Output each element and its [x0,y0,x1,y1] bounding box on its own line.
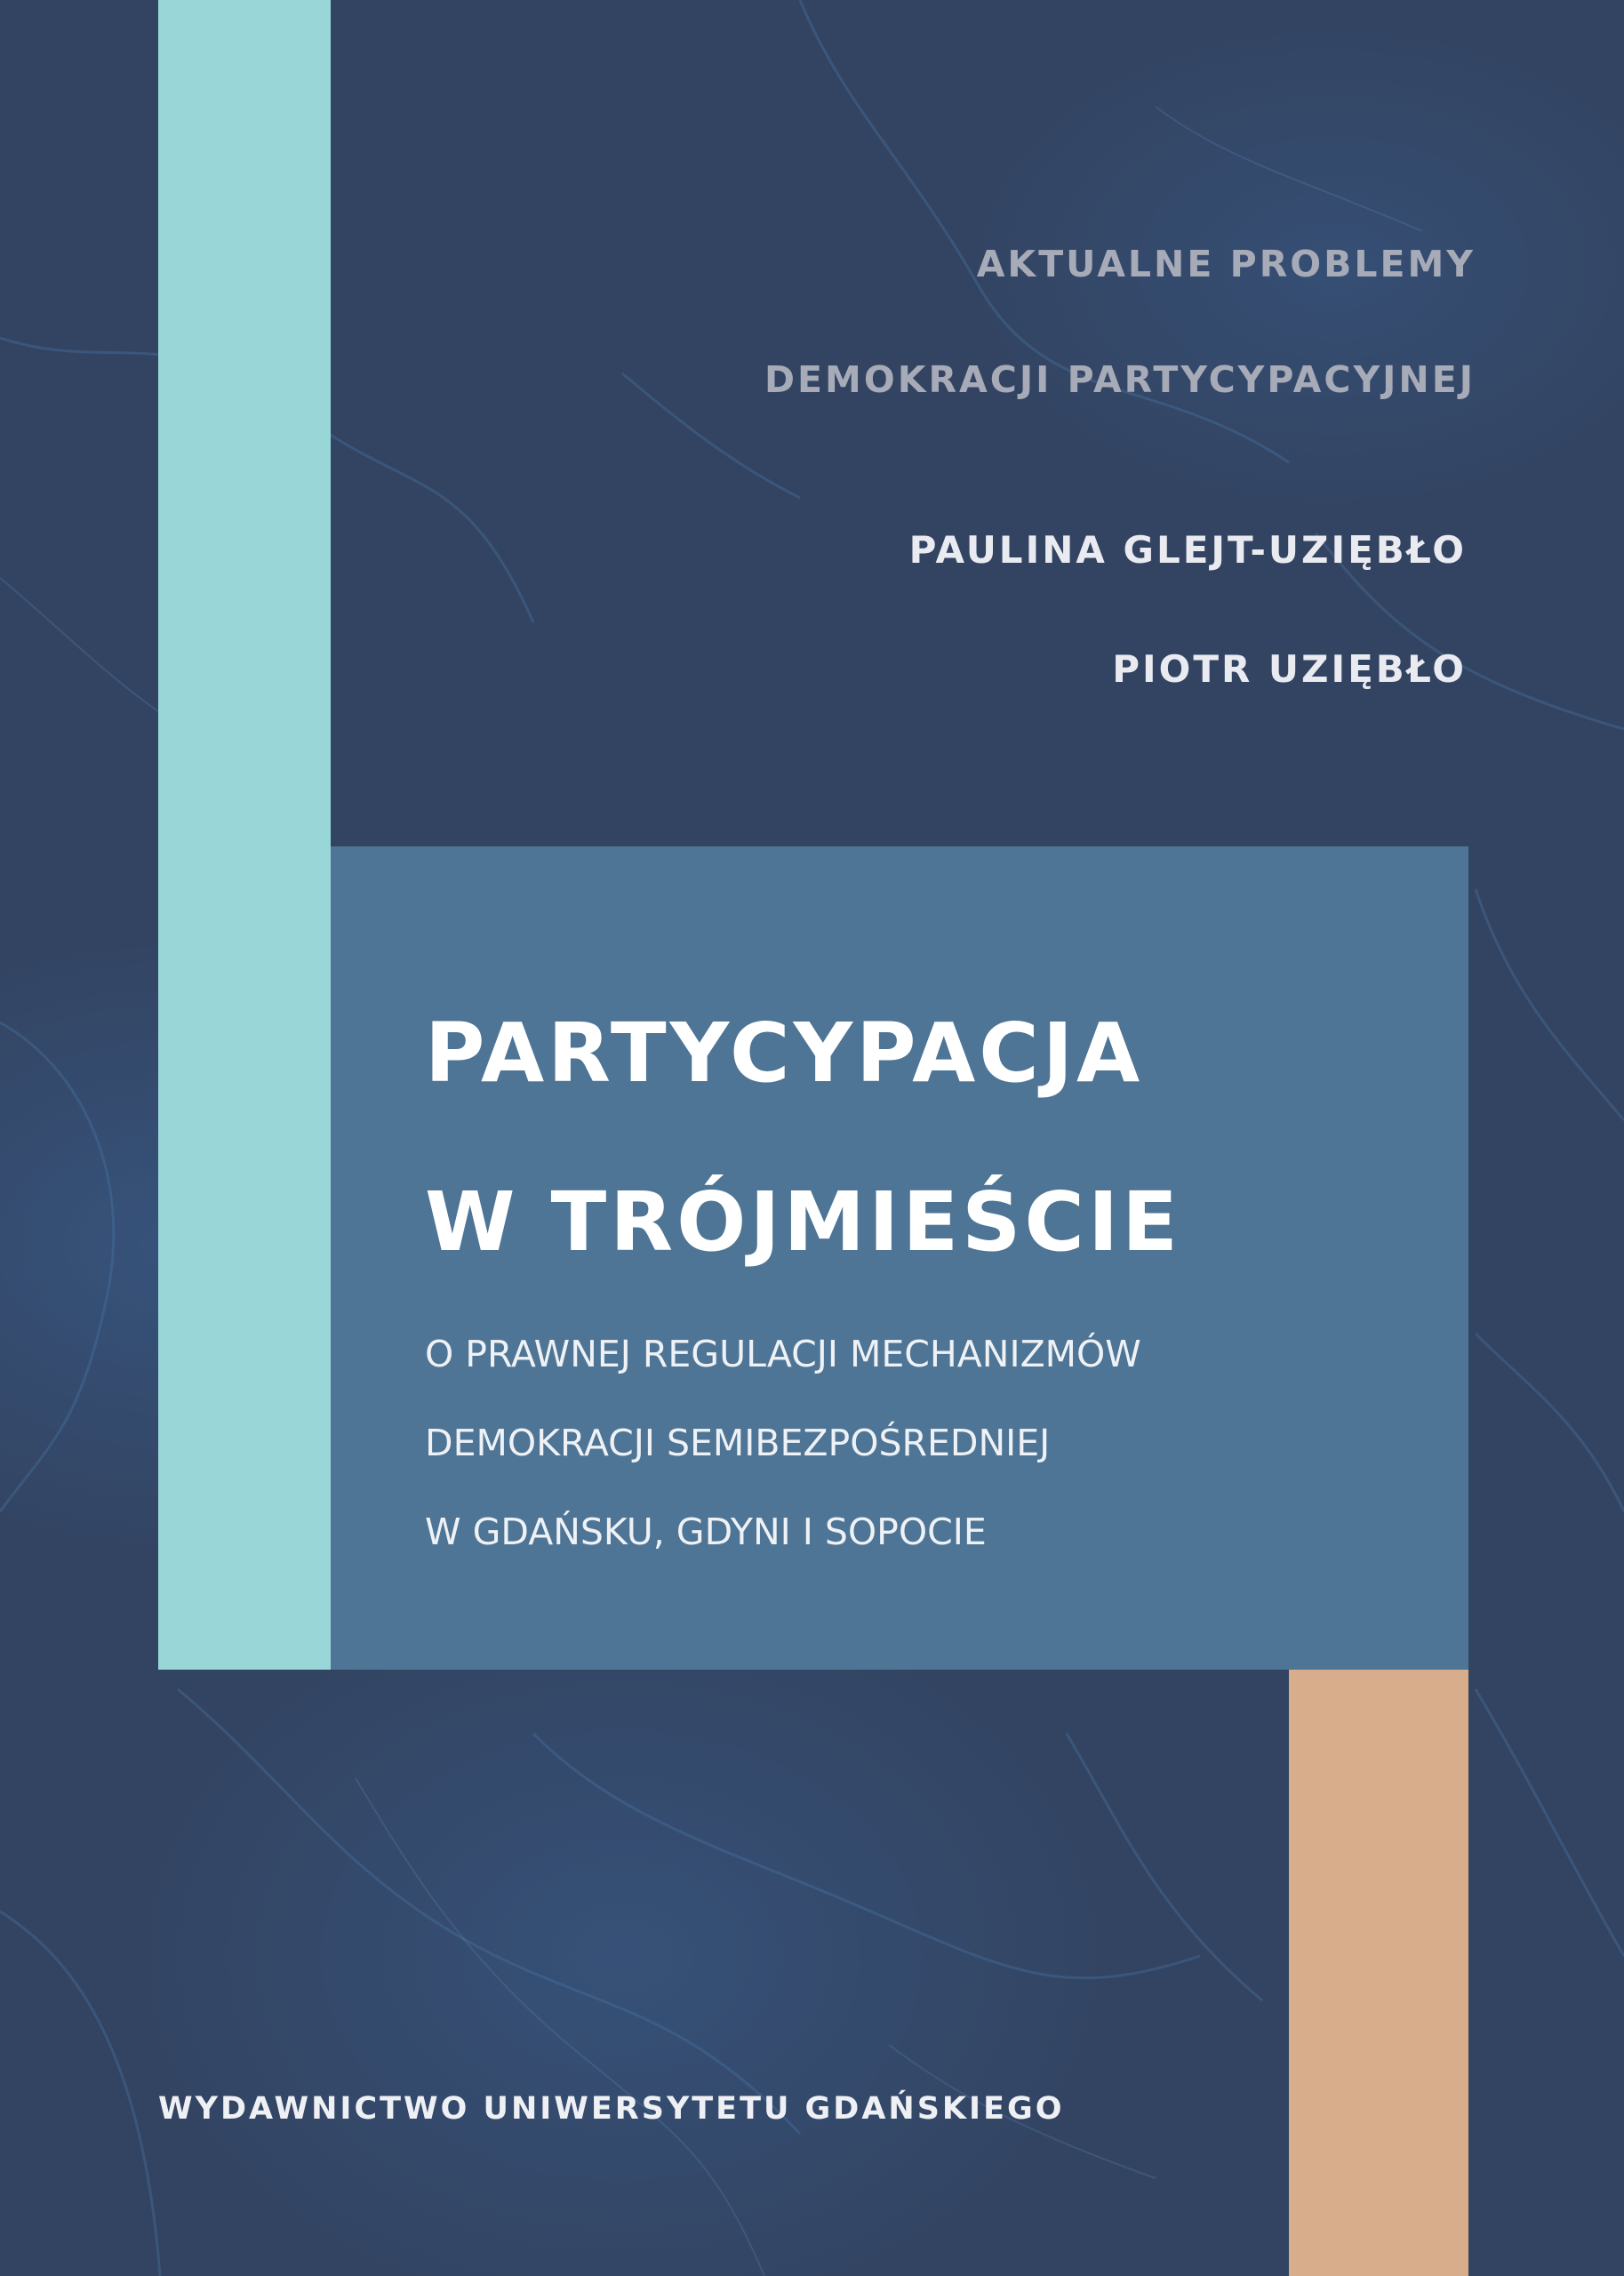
book-title [425,969,1181,1307]
subtitle-line: W GDAŃSKU, GDYNI I SOPOCIE [425,1511,987,1553]
publisher-name: WYDAWNICTWO UNIWERSYTETU GDAŃSKIEGO [158,2091,1065,2127]
authors [909,491,1467,729]
peach-stripe [1289,1670,1468,2276]
book-subtitle [425,1310,1141,1576]
subtitle-line: DEMOKRACJI SEMIBEZPOŚREDNIEJ [425,1422,1051,1464]
series-line: DEMOKRACJI PARTYCYPACYJNEJ [764,358,1476,401]
series-line: AKTUALNE PROBLEMY [976,243,1476,285]
series-title [764,206,1476,437]
title-line: W TRÓJMIEŚCIE [425,1174,1182,1270]
author-name: PIOTR UZIĘBŁO [1112,647,1467,691]
subtitle-line: O PRAWNEJ REGULACJI MECHANIZMÓW [425,1333,1141,1375]
author-name: PAULINA GLEJT-UZIĘBŁO [908,528,1467,572]
cyan-stripe [158,0,331,1670]
title-line: PARTYCYPACJA [425,1006,1144,1101]
